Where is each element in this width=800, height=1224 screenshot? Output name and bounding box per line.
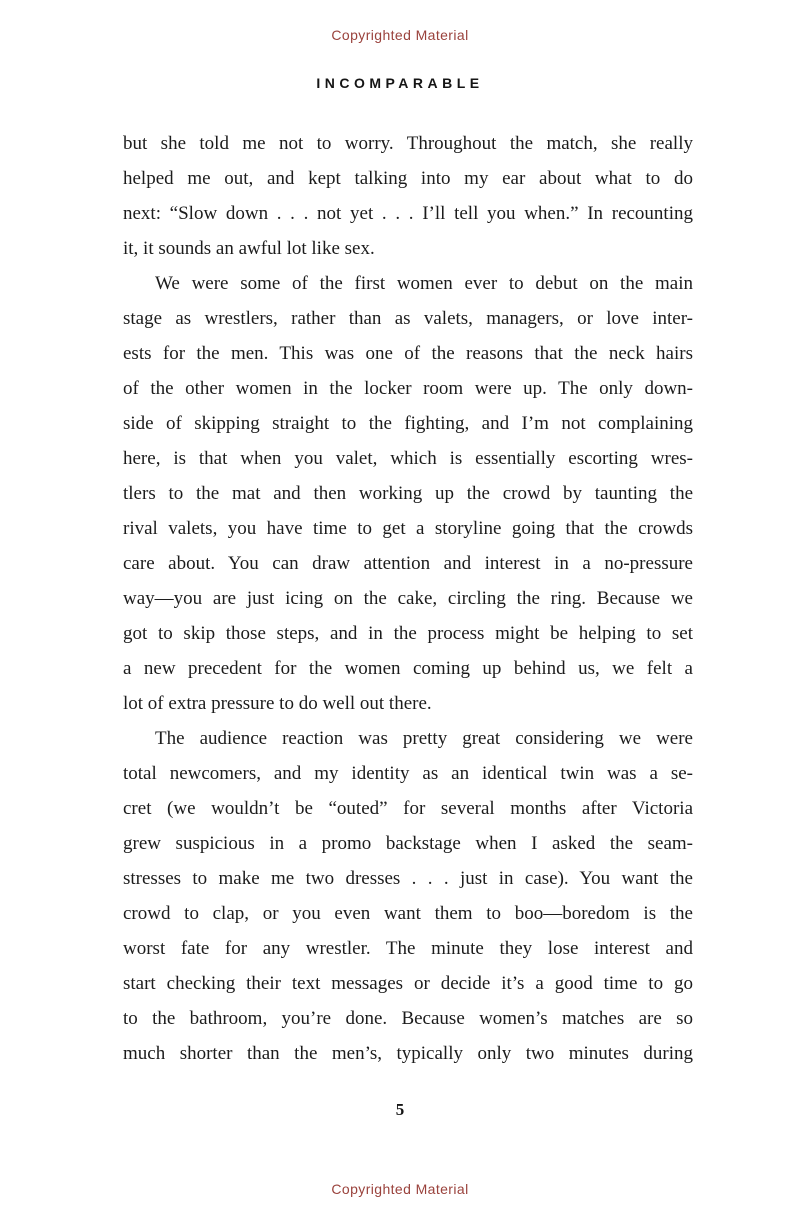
text-line: worst fate for any wrestler. The minute they lose interest and [123, 938, 693, 959]
text-line: got to skip those steps, and in the process might be helping to set [123, 623, 693, 644]
text-line: start checking their text messages or decide it’s a good time to go [123, 973, 693, 994]
text-line: it, it sounds an awful lot like sex. [123, 238, 375, 259]
text-line: rival valets, you have time to get a storyline going that the crowds [123, 518, 693, 539]
body-text [123, 126, 693, 1071]
text-line: lot of extra pressure to do well out there. [123, 693, 432, 714]
bottom-copyright-notice: Copyrighted Material [331, 1181, 469, 1197]
text-line: helped me out, and kept talking into my ear about what to do [123, 168, 693, 189]
text-line: but she told me not to worry. Throughout the match, she really [123, 133, 693, 154]
text-line: much shorter than the men’s, typically only two minutes during [123, 1043, 693, 1064]
text-line: next: “Slow down . . . not yet . . . I’ll tell you when.” In recounting [123, 203, 693, 224]
text-line: way—you are just icing on the cake, circling the ring. Because we [123, 588, 693, 609]
running-header: INCOMPARABLE [316, 75, 484, 91]
paragraph [123, 126, 693, 266]
text-line: stresses to make me two dresses . . . just in case). You want the [123, 868, 693, 889]
text-line: The audience reaction was pretty great considering we were [155, 728, 693, 749]
text-line: cret (we wouldn’t be “outed” for several months after Victoria [123, 798, 693, 819]
text-line: tlers to the mat and then working up the crowd by taunting the [123, 483, 693, 504]
text-line: care about. You can draw attention and interest in a no-pressure [123, 553, 693, 574]
text-line: We were some of the first women ever to debut on the main [155, 273, 693, 294]
top-copyright-notice: Copyrighted Material [331, 27, 469, 43]
page-number: 5 [395, 1100, 405, 1119]
text-line: a new precedent for the women coming up behind us, we felt a [123, 658, 693, 679]
text-line: ests for the men. This was one of the reasons that the neck hairs [123, 343, 693, 364]
text-line: stage as wrestlers, rather than as valets, managers, or love inter- [123, 308, 693, 329]
paragraph [123, 721, 693, 1071]
text-line: total newcomers, and my identity as an identical twin was a se- [123, 763, 693, 784]
text-line: grew suspicious in a promo backstage when I asked the seam- [123, 833, 693, 854]
paragraph [123, 266, 693, 721]
text-line: of the other women in the locker room were up. The only down- [123, 378, 693, 399]
text-line: to the bathroom, you’re done. Because women’s matches are so [123, 1008, 693, 1029]
text-line: crowd to clap, or you even want them to boo—boredom is the [123, 903, 693, 924]
text-line: here, is that when you valet, which is essentially escorting wres- [123, 448, 693, 469]
text-line: side of skipping straight to the fighting, and I’m not complaining [123, 413, 693, 434]
